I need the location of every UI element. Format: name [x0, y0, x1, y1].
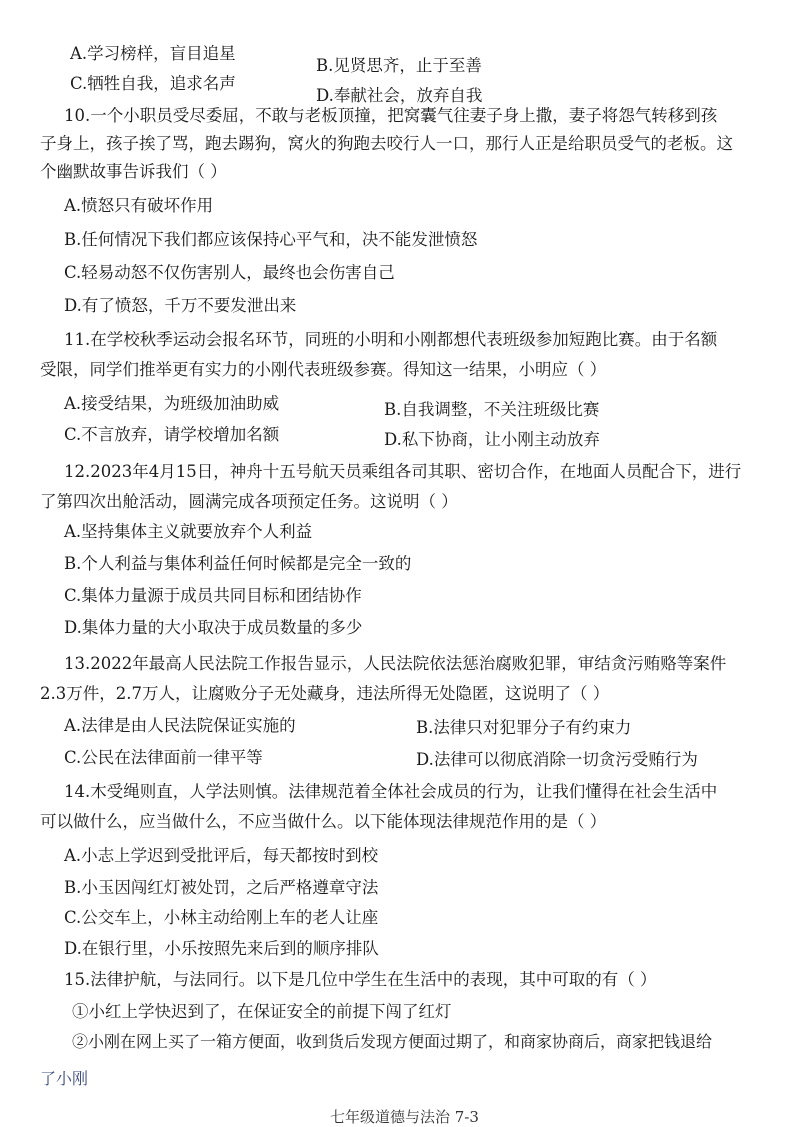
q15-item-2: ②小刚在网上买了一箱方便面，收到货后发现方便面过期了，和商家协商后，商家把钱退给: [72, 1032, 713, 1051]
q14-stem-line-2: 可以做什么，应当做什么，不应当做什么。以下能体现法律规范作用的是（ ）: [40, 812, 607, 831]
q11-option-b: B.自我调整，不关注班级比赛: [384, 400, 600, 419]
q10-option-b: B.任何情况下我们都应该保持心平气和，决不能发泄愤怒: [64, 230, 478, 249]
q12-stem-line-1: 12.2023年4月15日，神舟十五号航天员乘组各司其职、密切合作，在地面人员配合下，进行: [64, 462, 742, 481]
q12-stem-line-2: 了第四次出舱活动，圆满完成各项预定任务。这说明（ ）: [40, 492, 458, 511]
q11-stem-line-1: 11.在学校秋季运动会报名环节，同班的小明和小刚都想代表班级参加短跑比赛。由于名额: [64, 330, 718, 349]
q12-option-a: A.坚持集体主义就要放弃个人利益: [64, 522, 313, 541]
q10-option-c: C.轻易动怒不仅伤害别人，最终也会伤害自己: [64, 263, 395, 282]
q10-option-a: A.愤怒只有破坏作用: [64, 196, 214, 215]
q11-option-d: D.私下协商，让小刚主动放弃: [384, 430, 600, 449]
q10-stem-line-2: 子身上，孩子挨了骂，跑去踢狗，窝火的狗跑去咬行人一口，那行人正是给职员受气的老板。这: [40, 134, 733, 153]
q10-option-d: D.有了愤怒，千万不要发泄出来: [64, 296, 297, 315]
q11-stem-line-2: 受限，同学们推举更有实力的小刚代表班级参赛。得知这一结果，小明应（ ）: [40, 360, 607, 379]
q9-option-c: C.牺牲自我，追求名声: [70, 74, 236, 93]
corner-text: 了小刚: [40, 1069, 89, 1088]
q12-option-b: B.个人利益与集体利益任何时候都是完全一致的: [64, 554, 412, 573]
q9-option-b: B.见贤思齐，止于至善: [316, 56, 482, 75]
q13-option-a: A.法律是由人民法院保证实施的: [64, 716, 296, 735]
q15-stem: 15.法律护航，与法同行。以下是几位中学生在生活中的表现，其中可取的有（ ）: [64, 970, 657, 989]
q10-stem-line-1: 10.一个小职员受尽委屈，不敢与老板顶撞，把窝囊气往妻子身上撒，妻子将怨气转移到孩: [64, 106, 718, 125]
q12-option-d: D.集体力量的大小取决于成员数量的多少: [64, 618, 363, 637]
q11-option-c: C.不言放弃，请学校增加名额: [64, 425, 280, 444]
q9-option-d: D.奉献社会，放弃自我: [316, 86, 483, 105]
q10-stem-line-3: 个幽默故事告诉我们（ ）: [40, 162, 227, 181]
q11-option-a: A.接受结果，为班级加油助威: [64, 394, 280, 413]
q13-option-c: C.公民在法律面前一律平等: [64, 748, 263, 767]
q9-option-a: A.学习榜样，盲目追星: [70, 44, 236, 63]
q13-option-d: D.法律可以彻底消除一切贪污受贿行为: [416, 750, 698, 769]
q15-item-1: ①小红上学快迟到了，在保证安全的前提下闯了红灯: [72, 1002, 452, 1021]
q13-stem-line-2: 2.3万件，2.7万人，让腐败分子无处藏身，违法所得无处隐匿，这说明了（ ）: [40, 684, 610, 703]
page-footer: 七年级道德与法治 7-3: [330, 1108, 479, 1126]
q14-option-c: C.公交车上，小林主动给刚上车的老人让座: [64, 908, 379, 927]
q14-option-a: A.小志上学迟到受批评后，每天都按时到校: [64, 846, 379, 865]
q13-stem-line-1: 13.2022年最高人民法院工作报告显示，人民法院依法惩治腐败犯罪，审结贪污贿赂等案件: [64, 654, 727, 673]
q14-option-b: B.小玉因闯红灯被处罚，之后严格遵章守法: [64, 878, 379, 897]
q14-option-d: D.在银行里，小乐按照先来后到的顺序排队: [64, 939, 379, 958]
q13-option-b: B.法律只对犯罪分子有约束力: [416, 718, 632, 737]
q14-stem-line-1: 14.木受绳则直，人学法则慎。法律规范着全体社会成员的行为，让我们懂得在社会生活中: [64, 782, 718, 801]
q12-option-c: C.集体力量源于成员共同目标和团结协作: [64, 586, 362, 605]
